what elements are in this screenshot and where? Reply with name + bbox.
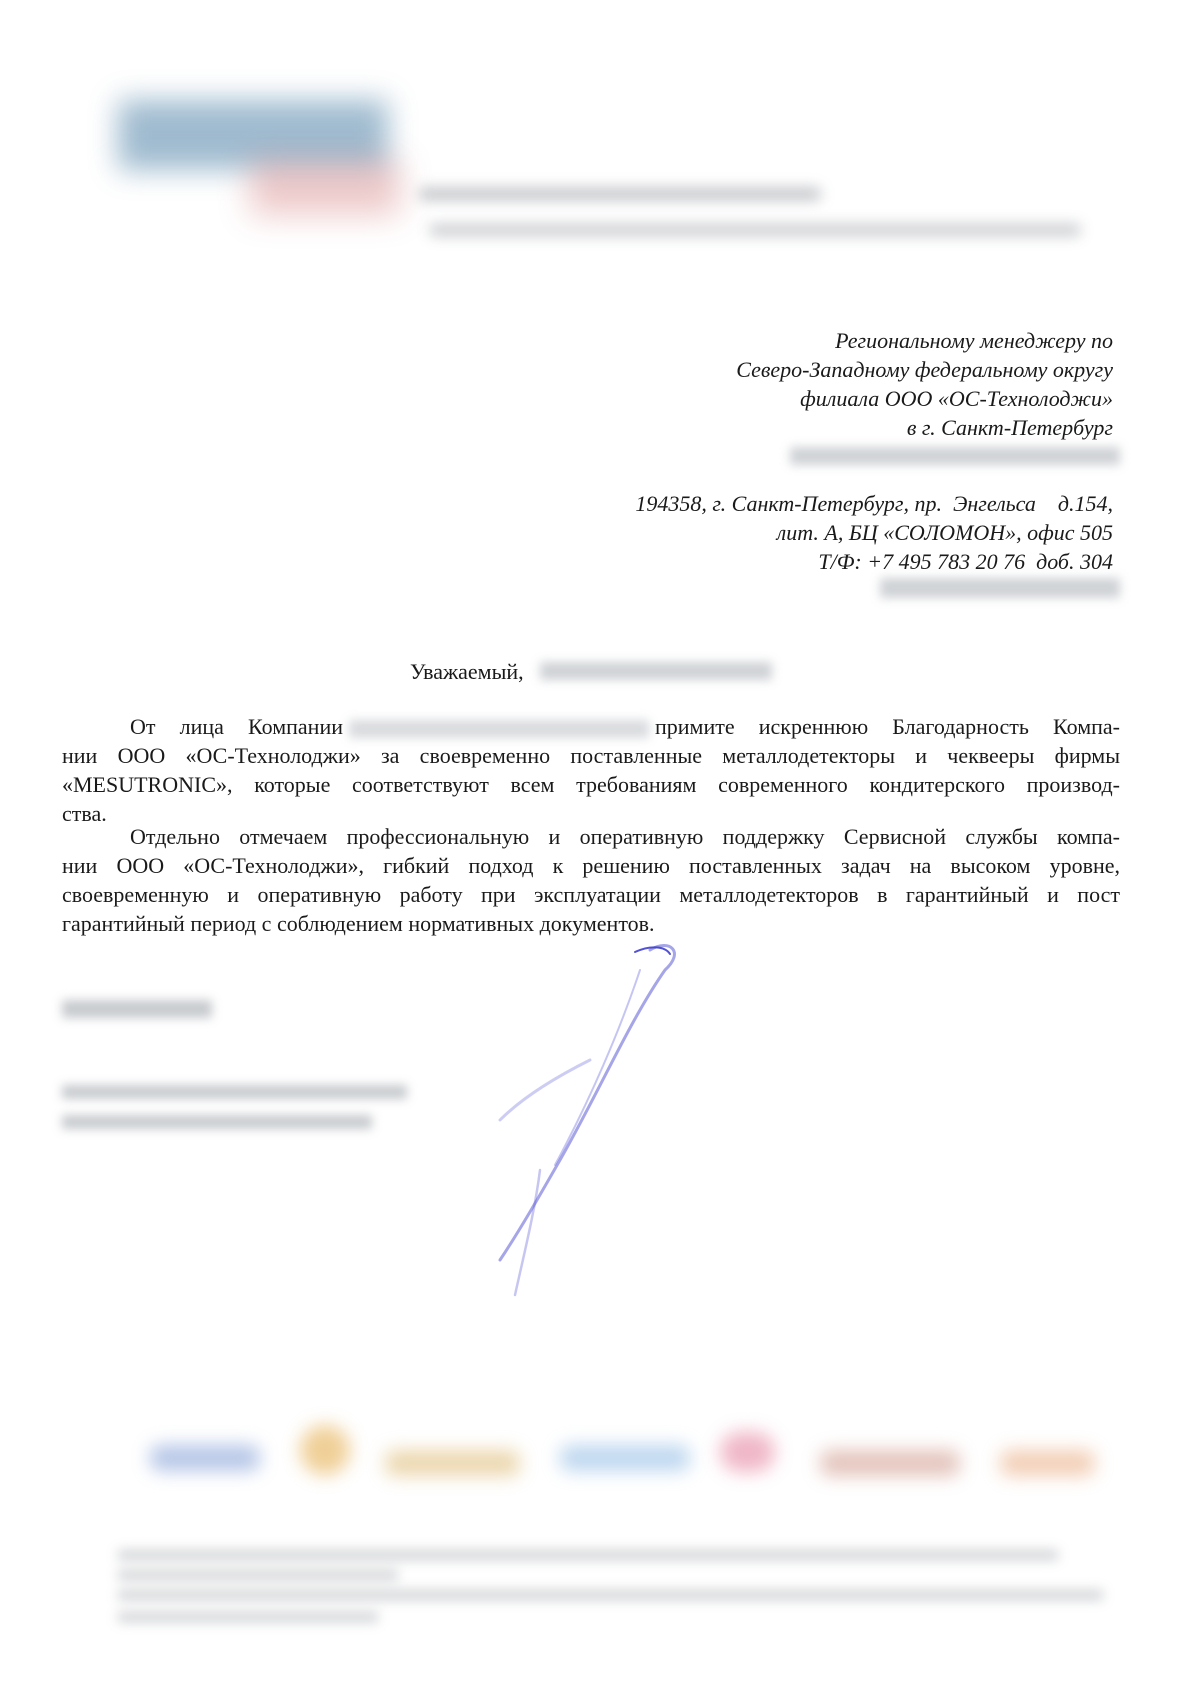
signatory-company-redacted <box>62 1115 372 1129</box>
addressee-line: филиала ООО «ОС-Технолоджи» <box>800 386 1113 411</box>
address-line: Т/Ф: +7 495 783 20 76 доб. 304 <box>818 549 1113 574</box>
footer-logo-redacted <box>1000 1450 1095 1476</box>
body-text-fragment: примите искреннюю Благодарность Компа- <box>655 714 1120 739</box>
signatory-title-redacted <box>62 1085 407 1099</box>
letterhead-emblem-redacted <box>250 160 400 215</box>
footer-logo-redacted <box>150 1445 260 1471</box>
body-line: своевременную и оперативную работу при эксплуатации металлодетекторов в гарантийный и пост <box>62 882 1120 907</box>
footer-text-redacted <box>118 1590 1103 1600</box>
company-name-redacted <box>349 720 649 738</box>
addressee-line: Северо-Западному федеральному округу <box>736 357 1113 382</box>
address-block <box>513 489 1113 576</box>
footer-text-redacted <box>118 1550 1058 1560</box>
body-text-fragment: От лица Компании <box>130 714 343 739</box>
greeting-text: Уважаемый, <box>410 659 524 684</box>
footer-logo-redacted <box>720 1432 775 1472</box>
body-paragraph-1 <box>62 712 1120 828</box>
addressee-name-redacted <box>790 447 1120 465</box>
footer-logo-redacted <box>300 1425 350 1475</box>
addressee-line: в г. Санкт-Петербург <box>906 415 1113 440</box>
footer-logo-redacted <box>560 1445 690 1471</box>
address-line: лит. А, БЦ «СОЛОМОН», офис 505 <box>776 520 1113 545</box>
footer-logo-redacted <box>820 1450 960 1476</box>
footer-text-redacted <box>118 1612 378 1622</box>
contact-redacted <box>880 578 1120 598</box>
body-line: ства. <box>62 801 107 826</box>
footer-text-redacted <box>118 1570 398 1580</box>
body-line: нии ООО «ОС-Технолоджи», гибкий подход к решению поставленных задач на высоком уровне, <box>62 853 1120 878</box>
addressee-block <box>593 326 1113 442</box>
footer-logo-redacted <box>385 1450 520 1476</box>
body-line <box>62 712 1120 741</box>
greeting <box>410 657 524 686</box>
body-paragraph-2 <box>62 822 1120 938</box>
letterhead-company-name-redacted <box>420 188 820 200</box>
body-line: нии ООО «ОС-Технолоджи» за своевременно поставленные металлодетекторы и чеквееры фирмы <box>62 743 1120 768</box>
letterhead-details-redacted <box>430 224 1080 236</box>
recipient-name-redacted <box>540 662 772 680</box>
body-line: Отдельно отмечаем профессиональную и оперативную поддержку Сервисной службы компа- <box>130 824 1120 849</box>
body-line: гарантийный период с соблюдением нормативных документов. <box>62 911 655 936</box>
closing-redacted <box>62 1000 212 1018</box>
handwritten-signature <box>480 940 720 1320</box>
address-line: 194358, г. Санкт-Петербург, пр. Энгельса д.154, <box>635 491 1113 516</box>
addressee-line: Региональному менеджеру по <box>835 328 1113 353</box>
body-line: «MESUTRONIC», которые соответствуют всем требованиям современного кондитерского производ- <box>62 772 1120 797</box>
